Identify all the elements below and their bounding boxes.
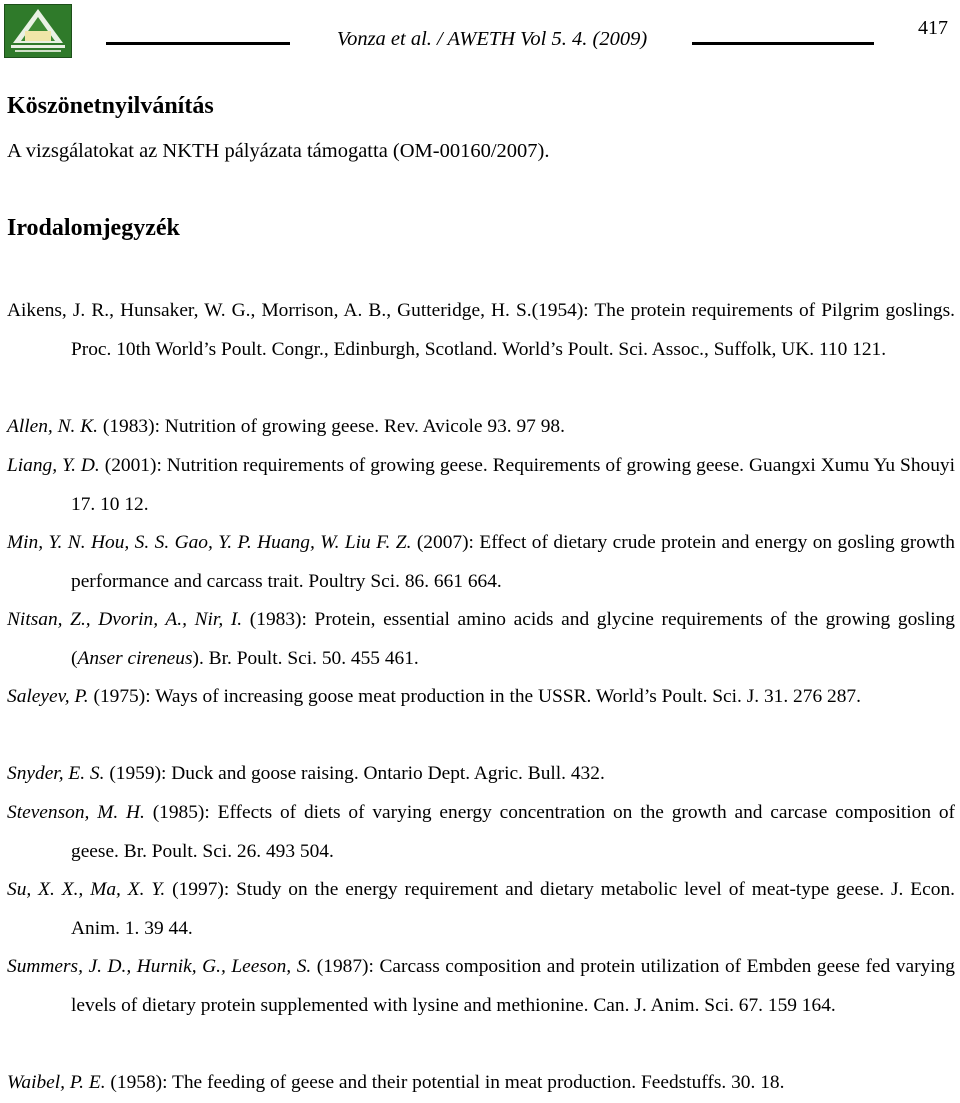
reference-item (7, 755, 955, 794)
header-rule-right (692, 42, 874, 45)
references-heading: Irodalomjegyzék (7, 215, 180, 241)
reference-item (7, 794, 955, 871)
reference-details: (1983): Protein, essential amino acids and glycine requirements of the growing gosling ( (71, 609, 955, 669)
reference-item (7, 524, 955, 601)
reference-details: (2001): Nutrition requirements of growing geese. Requirements of growing geese. Guangxi Xumu Yu Shouyi 17. 10 12. (71, 455, 955, 515)
reference-authors: Waibel, P. E. (7, 1072, 106, 1093)
acknowledgement-text: A vizsgálatokat az NKTH pályázata támogatta (OM-00160/2007). (7, 140, 550, 162)
reference-authors: Allen, N. K. (7, 416, 99, 437)
reference-item (7, 408, 955, 447)
reference-item (7, 447, 955, 524)
reference-details-end: ). Br. Poult. Sci. 50. 455 461. (192, 647, 419, 669)
reference-item (7, 292, 955, 369)
header-rule-left (106, 42, 290, 45)
reference-details: (2007): Effect of dietary crude protein and energy on gosling growth performance and carcass trait. Poultry Sci. 86. 661 664. (71, 532, 956, 592)
reference-details: (1985): Effects of diets of varying energy concentration on the growth and carcase composition of geese. Br. Poult. Sci. 26. 493 504. (71, 802, 955, 862)
journal-logo (4, 4, 72, 58)
reference-authors: Su, X. X., Ma, X. Y. (7, 879, 166, 900)
reference-item (7, 871, 955, 948)
reference-details: (1954): The protein requirements of Pilgrim goslings. Proc. 10th World’s Poult. Congr., Edinburgh, Scotland. World’s Poult. Sci. Assoc., Suffolk, UK. 110 121. (71, 300, 955, 360)
reference-item (7, 601, 955, 678)
reference-authors: Aikens, J. R., Hunsaker, W. G., Morrison, A. B., Gutteridge, H. S. (7, 300, 532, 321)
page-number: 417 (918, 17, 948, 39)
reference-details: (1958): The feeding of geese and their potential in meat production. Feedstuffs. 30. 18. (105, 1072, 785, 1093)
reference-authors: Summers, J. D., Hurnik, G., Leeson, S. (7, 956, 312, 977)
reference-details: (1997): Study on the energy requirement and dietary metabolic level of meat-type geese. J. Econ. Anim. 1. 39 44. (71, 879, 955, 939)
reference-authors: Min, Y. N. Hou, S. S. Gao, Y. P. Huang, W. Liu F. Z. (7, 532, 412, 553)
reference-authors: Saleyev, P. (7, 686, 89, 707)
running-head: Vonza et al. / AWETH Vol 5. 4. (2009) (336, 28, 648, 50)
reference-details: (1959): Duck and goose raising. Ontario Dept. Agric. Bull. 432. (104, 763, 605, 784)
reference-authors: Snyder, E. S. (7, 763, 105, 784)
reference-authors: Stevenson, M. H. (7, 802, 145, 823)
reference-details: (1975): Ways of increasing goose meat production in the USSR. World’s Poult. Sci. J. 31. 276 287. (88, 686, 861, 707)
acknowledgement-heading: Köszönetnyilvánítás (7, 93, 214, 119)
reference-details: (1987): Carcass composition and protein utilization of Embden geese fed varying levels of dietary protein supplemented with lysine and methionine. Can. J. Anim. Sci. 67. 159 164. (71, 956, 955, 1016)
reference-authors: Liang, Y. D. (7, 455, 100, 476)
reference-species: Anser cireneus (77, 647, 193, 669)
reference-authors: Nitsan, Z., Dvorin, A., Nir, I. (7, 609, 243, 630)
reference-item (7, 948, 955, 1025)
journal-logo-emblem (5, 5, 71, 57)
reference-details: (1983): Nutrition of growing geese. Rev. Avicole 93. 97 98. (98, 416, 565, 437)
reference-item (7, 678, 955, 717)
